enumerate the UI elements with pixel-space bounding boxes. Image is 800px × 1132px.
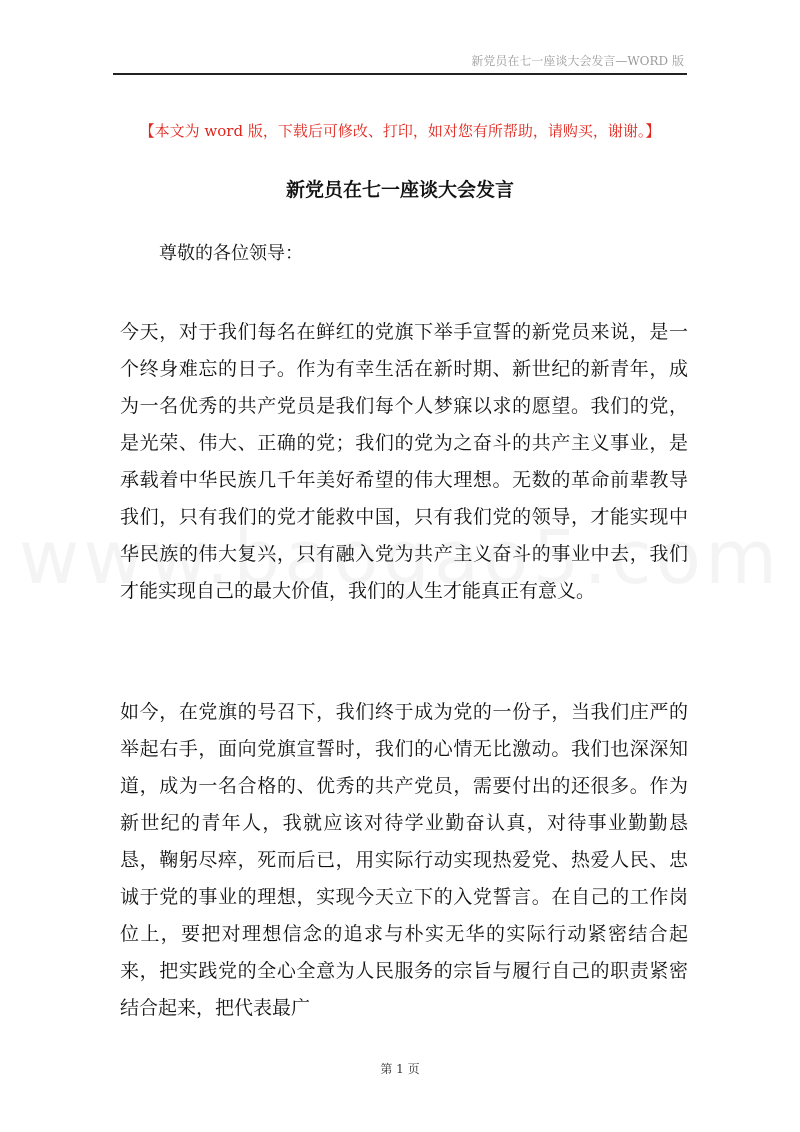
- page-number: 第 1 页: [380, 1062, 420, 1076]
- download-notice: 【本文为 word 版，下载后可修改、打印，如对您有所帮助，请购买，谢谢。】: [139, 122, 661, 140]
- body-paragraph: 如今，在党旗的号召下，我们终于成为党的一份子，当我们庄严的举起右手，面向党旗宣誓时，我们的心情无比激动。我们也深深知道，成为一名合格的、优秀的共产党员，需要付出的还很多。作为新世纪的青年人，我就应该对待学业勤奋认真，对待事业勤勤恳恳，鞠躬尽瘁，死而后已，用实际行动实现热爱党、热爱人民、忠诚于党的事业的理想，实现今天立下的入党誓言。在自己的工作岗位上，要把对理想信念的追求与朴实无华的实际行动紧密结合起来，把实践党的全心全意为人民服务的宗旨与履行自己的职责紧密结合起来，把代表最广: [120, 701, 688, 1019]
- running-header: 新党员在七一座谈大会发言—WORD 版: [471, 54, 684, 68]
- document-title: 新党员在七一座谈大会发言: [285, 179, 514, 201]
- salutation: 尊敬的各位领导：: [159, 243, 303, 264]
- header-divider: [113, 73, 687, 75]
- body-paragraph: 今天，对于我们每名在鲜红的党旗下举手宣誓的新党员来说，是一个终身难忘的日子。作为有幸生活在新时期、新世纪的新青年，成为一名优秀的共产党员是我们每个人梦寐以求的愿望。我们的党，是光荣、伟大、正确的党；我们的党为之奋斗的共产主义事业，是承载着中华民族几千年美好希望的伟大理想。无数的革命前辈教导我们，只有我们的党才能救中国，只有我们党的领导，才能实现中华民族的伟大复兴，只有融入党为共产主义奋斗的事业中去，我们才能实现自己的最大价值，我们的人生才能真正有意义。: [120, 321, 688, 602]
